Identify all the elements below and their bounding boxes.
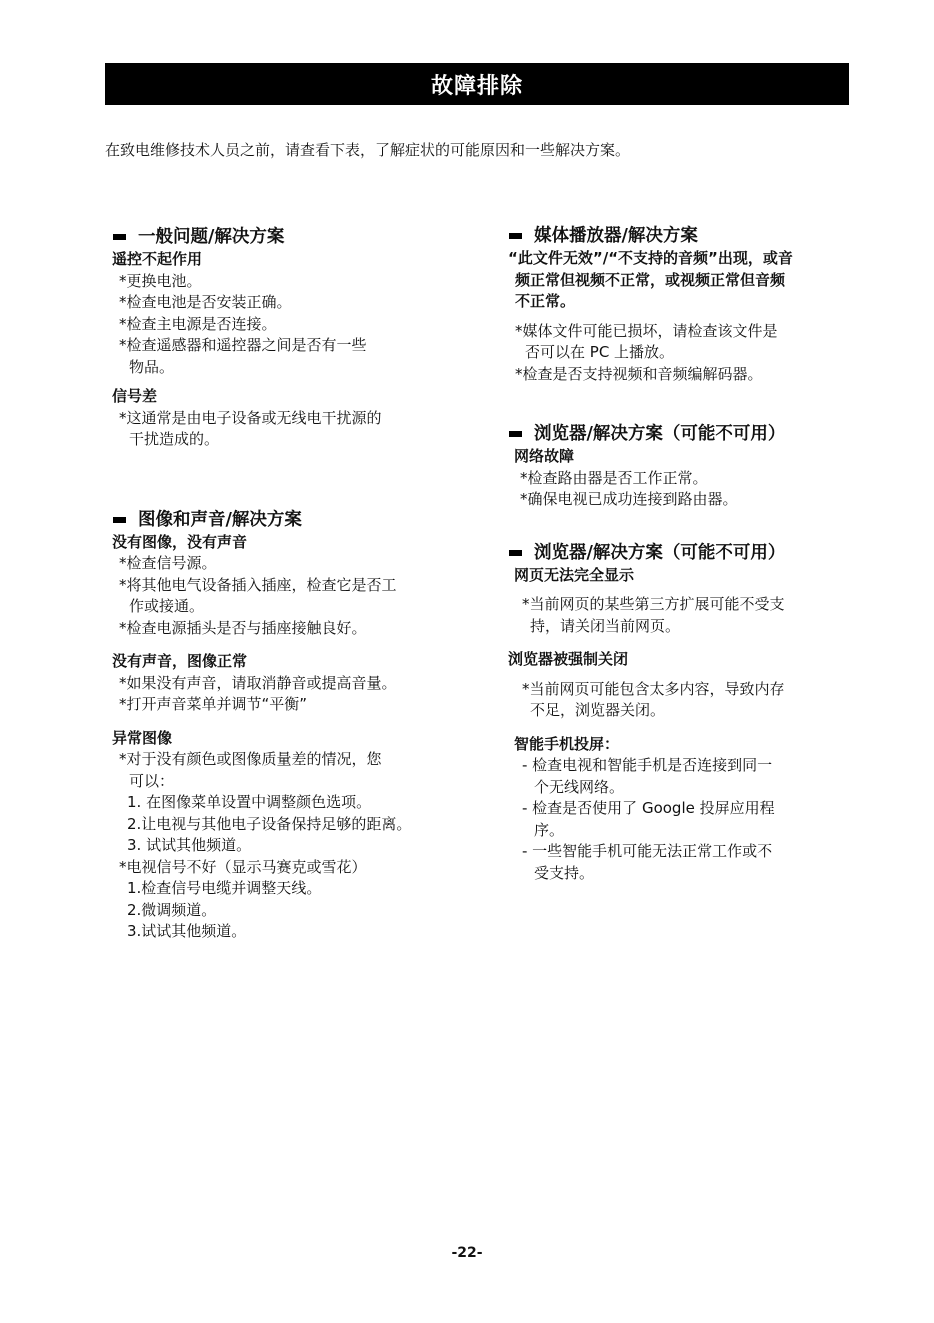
section-heading-label: 浏览器/解决方案（可能不可用） <box>534 542 786 563</box>
list-item: 个无线网络。 <box>534 777 625 796</box>
list-item: *将其他电气设备插入插座，检查它是否工 <box>119 575 397 594</box>
section-heading-media <box>508 224 853 248</box>
subheading-no-picture: 没有图像，没有声音 <box>112 532 248 551</box>
subheading-remote: 遥控不起作用 <box>112 250 203 268</box>
subheading-network: 网络故障 <box>514 447 575 465</box>
list-item: 受支持。 <box>534 863 595 882</box>
list-item: 作或接通。 <box>129 597 205 615</box>
list-item: *检查主电源是否连接。 <box>119 314 277 333</box>
section-heading-picture-sound <box>112 508 472 532</box>
list-item: *打开声音菜单并调节“平衡” <box>119 695 308 713</box>
right-column <box>508 224 853 884</box>
subheading-media-issue: “此文件无效”/“不支持的音频”出现，或音 <box>508 249 793 267</box>
list-item: *检查电池是否安装正确。 <box>119 293 292 311</box>
list-item: *检查电源插头是否与插座接触良好。 <box>119 618 367 637</box>
list-item: 持，请关闭当前网页。 <box>530 616 681 635</box>
list-item: 可以： <box>129 771 175 790</box>
subheading-screen-cast: 智能手机投屏： <box>514 734 620 753</box>
intro-text: 在致电维修技术人员之前，请查看下表，了解症状的可能原因和一些解决方案。 <box>105 141 631 159</box>
subheading-page-display: 网页无法完全显示 <box>514 565 635 584</box>
list-item: 1.检查信号电缆并调整天线。 <box>127 879 322 897</box>
list-item: 1. 在图像菜单设置中调整颜色选项。 <box>127 793 372 811</box>
list-item: *检查路由器是否工作正常。 <box>520 468 708 487</box>
list-item: 2.微调频道。 <box>127 900 217 919</box>
page-number: -22- <box>451 1245 483 1261</box>
subheading-media-issue: 频正常但视频不正常，或视频正常但音频 <box>515 270 786 289</box>
list-item: *当前网页的某些第三方扩展可能不受支 <box>522 595 785 613</box>
section-bullet-icon <box>113 234 126 240</box>
list-item: 不足，浏览器关闭。 <box>530 701 666 719</box>
section-bullet-icon <box>113 517 126 523</box>
list-item: - 检查电视和智能手机是否连接到同一 <box>522 756 773 774</box>
section-heading-label: 浏览器/解决方案（可能不可用） <box>534 424 786 444</box>
list-item: *电视信号不好（显示马赛克或雪花） <box>119 857 367 876</box>
page-title: 故障排除 <box>105 63 849 105</box>
list-item: *确保电视已成功连接到路由器。 <box>520 490 738 508</box>
list-item: *如果没有声音，请取消静音或提高音量。 <box>119 673 397 692</box>
list-item: 序。 <box>534 820 565 839</box>
list-item: 物品。 <box>129 357 175 376</box>
section-heading-browser-page <box>508 541 853 565</box>
list-item: 否可以在 PC 上播放。 <box>525 343 675 361</box>
list-item: 2.让电视与其他电子设备保持足够的距离。 <box>127 814 412 833</box>
left-column <box>112 225 472 943</box>
section-heading-label: 媒体播放器/解决方案 <box>534 226 698 246</box>
list-item: *对于没有颜色或图像质量差的情况，您 <box>119 750 382 768</box>
list-item: *更换电池。 <box>119 271 202 290</box>
subheading-signal: 信号差 <box>112 387 158 405</box>
list-item: 3.试试其他频道。 <box>127 922 247 940</box>
list-item: *这通常是由电子设备或无线电干扰源的 <box>119 408 382 427</box>
list-item: 干扰造成的。 <box>129 430 220 448</box>
section-heading-label: 图像和声音/解决方案 <box>138 509 302 530</box>
section-bullet-icon <box>509 431 522 437</box>
list-item: *检查遥感器和遥控器之间是否有一些 <box>119 336 367 354</box>
subheading-browser-closed: 浏览器被强制关闭 <box>508 650 629 668</box>
subheading-no-sound: 没有声音，图像正常 <box>112 652 248 670</box>
list-item: *检查信号源。 <box>119 554 217 572</box>
list-item: *检查是否支持视频和音频编解码器。 <box>515 364 763 383</box>
section-heading-general <box>112 225 472 249</box>
section-bullet-icon <box>509 550 522 556</box>
subheading-media-issue: 不正常。 <box>515 292 576 310</box>
list-item: *媒体文件可能已损坏，请检查该文件是 <box>515 321 778 340</box>
subheading-abnormal-picture: 异常图像 <box>112 728 173 747</box>
list-item: *当前网页可能包含太多内容，导致内存 <box>522 679 785 698</box>
section-bullet-icon <box>509 233 522 239</box>
list-item: - 检查是否使用了 Google 投屏应用程 <box>522 799 775 817</box>
section-heading-browser-network <box>508 422 853 446</box>
list-item: 3. 试试其他频道。 <box>127 836 252 854</box>
section-heading-label: 一般问题/解决方案 <box>138 227 285 247</box>
list-item: - 一些智能手机可能无法正常工作或不 <box>522 842 773 860</box>
